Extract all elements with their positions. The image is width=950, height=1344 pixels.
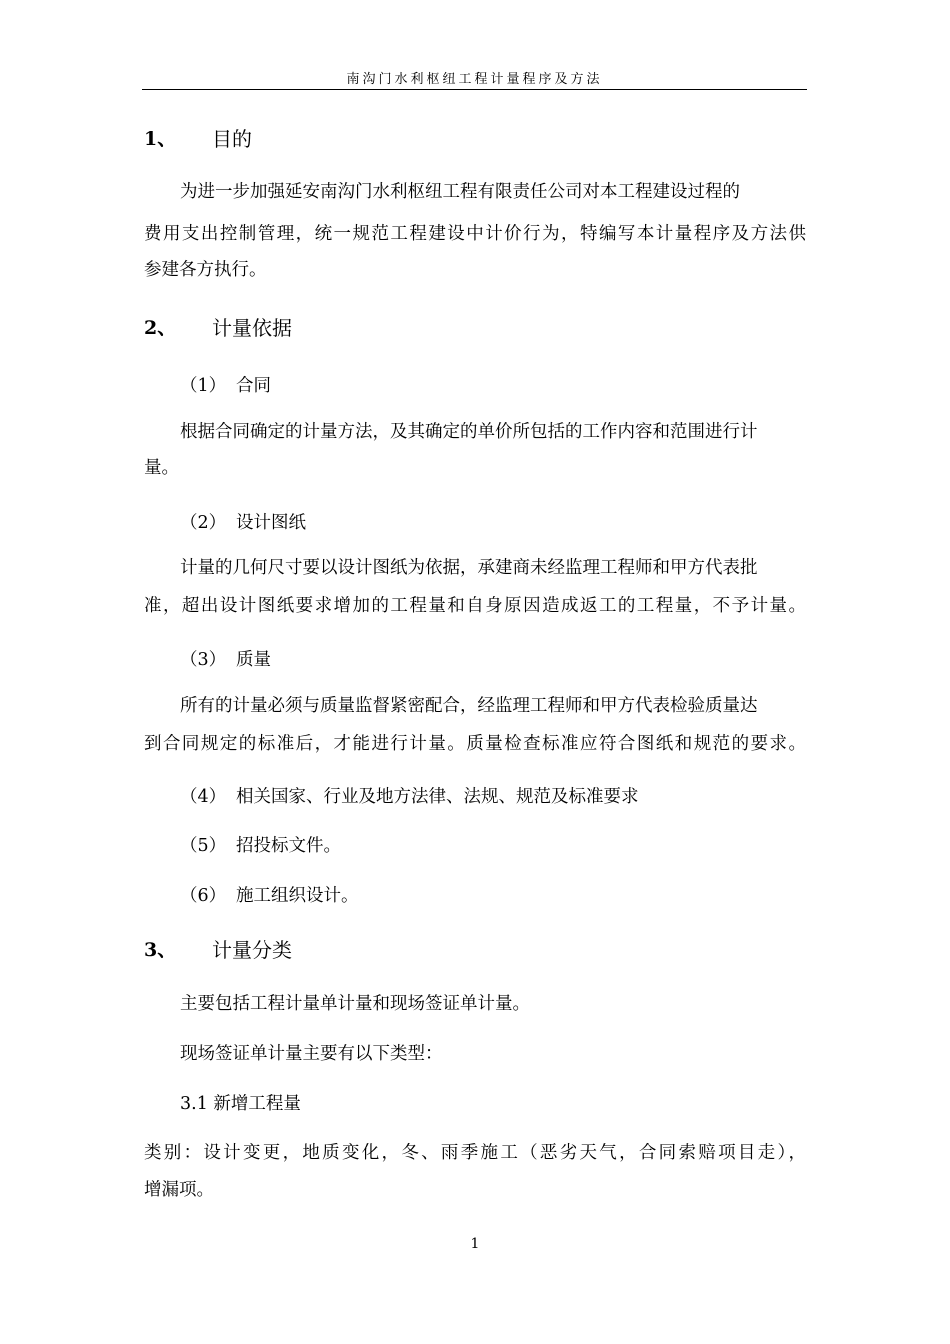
running-header: 南沟门水利枢纽工程计量程序及方法: [346, 72, 603, 87]
page-number: 1: [470, 1236, 480, 1252]
s2-item-6-label: 施工组织设计。: [236, 886, 359, 906]
s2-item-3-para-line-2: 到合同规定的标准后，才能进行计量。质量检查标准应符合图纸和规范的要求。: [144, 734, 806, 754]
s1-line-3: 参建各方执行。: [144, 260, 267, 280]
section-1-number: 1、: [144, 128, 177, 150]
s3-para-2: 现场签证单计量主要有以下类型：: [180, 1044, 443, 1064]
s2-item-1-number: （1）: [180, 376, 227, 396]
s2-item-5-number: （5）: [180, 836, 227, 856]
section-2-title: 计量依据: [212, 316, 292, 340]
s3-subheading-3-1: 3.1 新增工程量: [180, 1094, 301, 1114]
s2-item-2-para-line-1: 计量的几何尺寸要以设计图纸为依据，承建商未经监理工程师和甲方代表批: [180, 558, 758, 578]
section-2-number: 2、: [144, 317, 177, 339]
s2-item-1-label: 合同: [236, 376, 271, 396]
s2-item-2-number: （2）: [180, 513, 227, 533]
s2-item-3-number: （3）: [180, 650, 227, 670]
s2-item-4-number: （4）: [180, 787, 227, 807]
s2-item-4-label: 相关国家、行业及地方法律、法规、规范及标准要求: [236, 787, 639, 807]
s2-item-2-label: 设计图纸: [236, 513, 306, 533]
s3-sub1-line-1: 类别：设计变更，地质变化，冬、雨季施工（恶劣天气，合同索赔项目走），: [144, 1143, 806, 1163]
s2-item-3-para-line-1: 所有的计量必须与质量监督紧密配合，经监理工程师和甲方代表检验质量达: [180, 696, 758, 716]
s2-item-6-number: （6）: [180, 886, 227, 906]
s2-item-1-para-line-1: 根据合同确定的计量方法，及其确定的单价所包括的工作内容和范围进行计: [180, 422, 758, 442]
s3-para-1: 主要包括工程计量单计量和现场签证单计量。: [180, 994, 530, 1014]
s2-item-2-para-line-2: 准，超出设计图纸要求增加的工程量和自身原因造成返工的工程量，不予计量。: [144, 596, 806, 616]
header-rule: [142, 89, 807, 90]
section-3-number: 3、: [144, 939, 177, 961]
s2-item-3-label: 质量: [236, 650, 271, 670]
s1-line-2: 费用支出控制管理，统一规范工程建设中计价行为，特编写本计量程序及方法供: [144, 224, 806, 244]
section-1-title: 目的: [212, 127, 252, 151]
s2-item-5-label: 招投标文件。: [236, 836, 341, 856]
s3-sub1-line-2: 增漏项。: [144, 1180, 214, 1200]
s1-line-1: 为进一步加强延安南沟门水利枢纽工程有限责任公司对本工程建设过程的: [180, 182, 740, 202]
s2-item-1-para-line-2: 量。: [144, 458, 179, 478]
section-3-title: 计量分类: [212, 938, 292, 962]
